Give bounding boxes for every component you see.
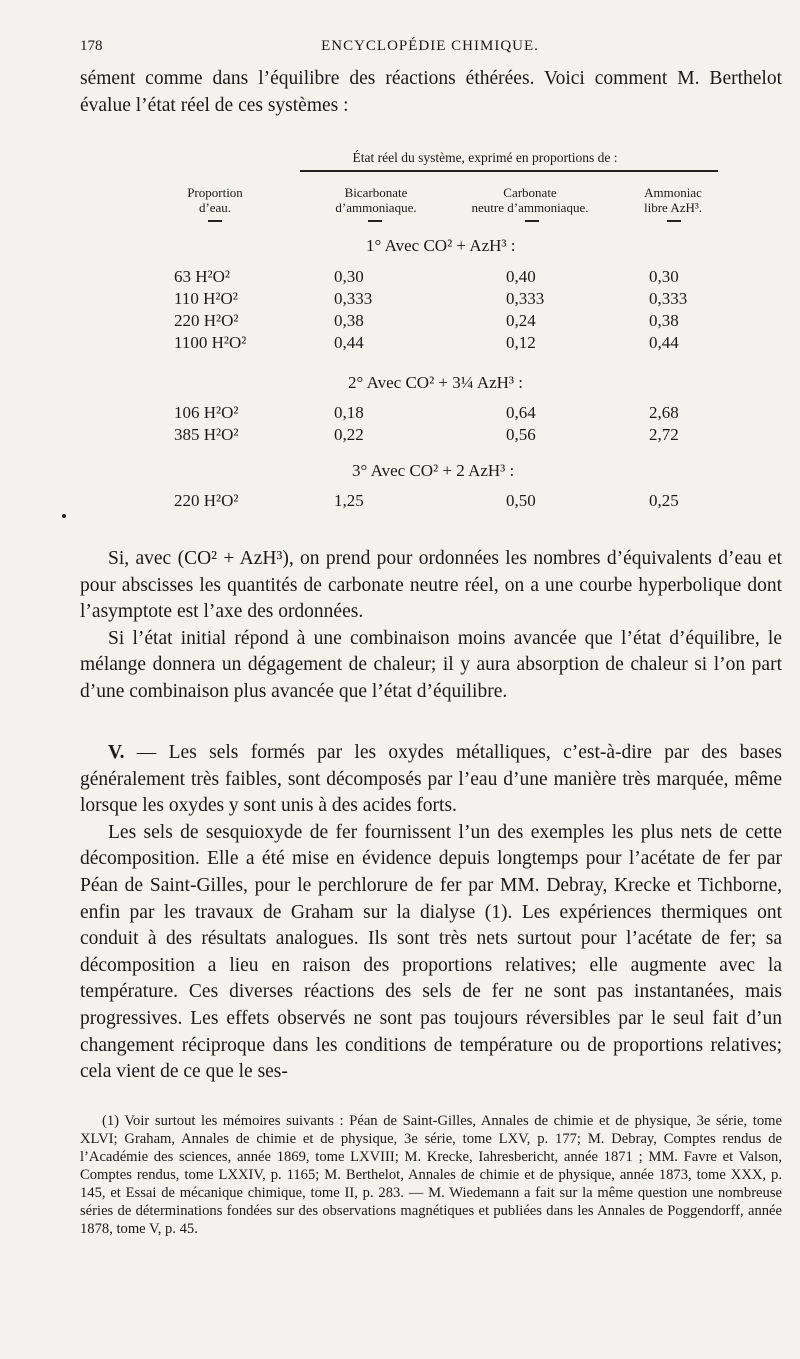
body-text-continued (80, 740, 782, 1086)
cell-ammoniac: 0,25 (649, 491, 679, 510)
column-header-ammoniac-line2: libre AzH³. (643, 200, 703, 215)
cell-water: 63 H²O² (174, 267, 230, 286)
column-header-water (160, 185, 270, 215)
cell-bicarbonate: 0,44 (334, 333, 364, 352)
cell-bicarbonate: 0,22 (334, 425, 364, 444)
cell-ammoniac: 2,68 (649, 403, 679, 422)
column-header-water-line2: d’eau. (198, 200, 232, 215)
section-v-text: — Les sels formés par les oxydes métalliques, c’est-à-dire par des bases généralement très faibles, sont décomposés par l’eau d’une manière très marquée, même lorsque les oxydes y sont unis à des acides forts. (80, 742, 782, 817)
column-header-ammoniac (618, 185, 728, 215)
body-text (80, 546, 782, 706)
cell-water: 110 H²O² (174, 289, 238, 308)
cell-carbonate: 0,24 (506, 311, 536, 330)
cell-bicarbonate: 0,333 (334, 289, 373, 308)
section-number: V. (108, 742, 125, 763)
cell-bicarbonate: 0,18 (334, 403, 364, 422)
cell-water: 1100 H²O² (174, 333, 247, 352)
column-dash (667, 220, 681, 222)
cell-carbonate: 0,64 (506, 403, 536, 422)
column-header-carbonate-line2: neutre d’ammoniaque. (471, 200, 589, 215)
caption-brace-rule (300, 170, 718, 172)
cell-carbonate: 0,56 (506, 425, 536, 444)
page-number: 178 (80, 38, 103, 54)
column-header-ammoniac-line1: Ammoniac (644, 185, 702, 200)
table-section-label: 1° Avec CO² + AzH³ : (366, 236, 516, 255)
paragraph-etat-initial: Si l’état initial répond à une combinaison moins avancée que l’état d’équilibre, le mélange donnera un dégagement de chaleur; il y aura absorption de chaleur si l’on part d’une combinaison plus avancée que l’état d’équilibre. (80, 627, 782, 702)
running-title: ENCYCLOPÉDIE CHIMIQUE. (321, 38, 539, 54)
cell-water: 385 H²O² (174, 425, 239, 444)
column-header-bicarbonate (306, 185, 446, 215)
margin-bullet (62, 514, 66, 518)
cell-carbonate: 0,333 (506, 289, 545, 308)
column-header-bicarbonate-line2: d’ammoniaque. (335, 200, 417, 215)
column-dash (208, 220, 222, 222)
table-section-label: 2° Avec CO² + 3¼ AzH³ : (348, 373, 523, 392)
column-header-carbonate (448, 185, 612, 215)
column-header-bicarbonate-line1: Bicarbonate (344, 185, 408, 200)
cell-carbonate: 0,50 (506, 491, 536, 510)
cell-water: 106 H²O² (174, 403, 239, 422)
page-header (80, 38, 780, 60)
intro-text: sément comme dans l’équilibre des réactions éthérées. Voici comment M. Berthelot évalue l’état réel de ces systèmes : (80, 68, 782, 116)
cell-bicarbonate: 0,30 (334, 267, 364, 286)
paragraph-sels-de-fer: Les sels de sesquioxyde de fer fournissent l’un des exemples les plus nets de cette décomposition. Elle a été mise en évidence depuis longtemps pour l’acétate de fer par Péan de Saint-Gilles, pour le perchlorure de fer par MM. Debray, Krecke et Tichborne, enfin par les travaux de Graham sur la dialyse (1). Les expériences thermiques ont conduit à des résultats analogues. Ils sont très nets surtout pour l’acétate de fer; sa décomposition a lieu en raison des proportions relatives; elle augmente avec la température. Ces diverses réactions des sels de fer ne sont pas instantanées, mais progressives. Les effets observés ne sont pas toujours réversibles par le seul fait d’un changement réciproque dans les conditions de température ou de proportions relatives; cela vient de ce que le ses- (80, 821, 782, 1083)
column-header-water-line1: Proportion (187, 185, 243, 200)
cell-water: 220 H²O² (174, 311, 239, 330)
paragraph-courbe: Si, avec (CO² + AzH³), on prend pour ordonnées les nombres d’équivalents d’eau et pour abscisses les quantités de carbonate neutre réel, on a une courbe hyperbolique dont l’asymptote est l’axe des ordonnées. (80, 548, 782, 623)
column-dash (368, 220, 382, 222)
cell-carbonate: 0,40 (506, 267, 536, 286)
cell-ammoniac: 0,44 (649, 333, 679, 352)
table-section-label: 3° Avec CO² + 2 AzH³ : (352, 461, 515, 480)
cell-ammoniac: 2,72 (649, 425, 679, 444)
footnote-text: (1) Voir surtout les mémoires suivants : Péan de Saint-Gilles, Annales de chimie et de physique, 3e série, tome XLVI; Graham, Annales de chimie et de physique, 3e série, tome LXV, p. 177; M. Debray, Comptes rendus de l’Académie des sciences, année 1869, tome LXVIII; M. Krecke, Iahresbericht, année 1871 ; MM. Favre et Valson, Comptes rendus, tome LXXIV, p. 1165; M. Berthelot, Annales de chimie et de physique, année 1873, tome XXX, p. 145, et Essai de mécanique chimique, tome II, p. 283. — M. Wiedemann a fait sur la même question une nombreuse séries de déterminations fondées sur des observations magnétiques et publiées dans les Annales de Poggendorff, année 1878, tome V, p. 45. (80, 1113, 782, 1237)
cell-ammoniac: 0,38 (649, 311, 679, 330)
cell-bicarbonate: 0,38 (334, 311, 364, 330)
cell-ammoniac: 0,30 (649, 267, 679, 286)
column-dash (525, 220, 539, 222)
footnote (80, 1112, 782, 1238)
cell-ammoniac: 0,333 (649, 289, 688, 308)
cell-bicarbonate: 1,25 (334, 491, 364, 510)
table-caption: État réel du système, exprimé en proportions de : (352, 150, 618, 165)
column-header-carbonate-line1: Carbonate (503, 185, 557, 200)
intro-paragraph (80, 66, 782, 119)
cell-water: 220 H²O² (174, 491, 239, 510)
cell-carbonate: 0,12 (506, 333, 536, 352)
paragraph-section-v (80, 740, 782, 820)
